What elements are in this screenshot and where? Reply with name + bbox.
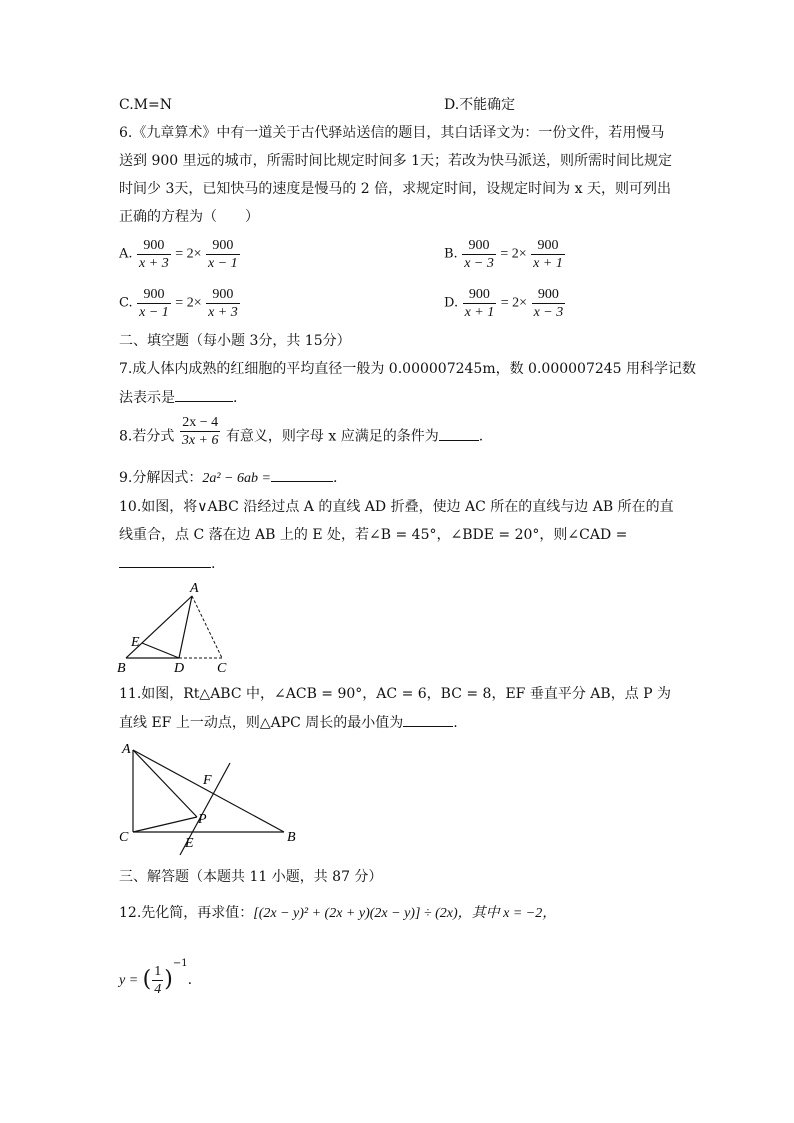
q11-side-ab bbox=[133, 750, 284, 832]
q11-label-e: E bbox=[185, 836, 194, 851]
q11-label-c: C bbox=[119, 830, 129, 845]
q10-segment-ed bbox=[142, 643, 179, 658]
q11-label-p: P bbox=[198, 812, 207, 827]
section-3-heading: 三、解答题（本题共 11 小题，共 87 分） bbox=[119, 869, 383, 885]
q6-option-c: C. $\frac{900}{x - 1}$ = 2× $\frac{900}{x + 3}$ bbox=[119, 287, 238, 320]
q6-text-line-3: 时间少 3天，已知快马的速度是慢马的 2 倍，求规定时间，设规定时间为 x 天，则可列出 bbox=[119, 181, 671, 197]
q10-answer-blank bbox=[119, 553, 211, 568]
q9-answer-blank bbox=[271, 467, 333, 482]
q6-text-line-2: 送到 900 里远的城市，所需时间比规定时间多 1天；若改为快马派送，则所需时间比规定 bbox=[119, 153, 672, 169]
q10-line-3: . bbox=[119, 553, 215, 574]
q11-label-a: A bbox=[122, 742, 131, 757]
q10-line-ad bbox=[179, 596, 192, 658]
section-2-heading: 二、填空题（每小题 3分，共 15分） bbox=[119, 333, 351, 349]
q10-figure bbox=[110, 578, 250, 678]
q6-option-a: A. $\frac{900}{x + 3}$ = 2× $\frac{900}{x - 1}$ bbox=[119, 238, 238, 271]
q10-label-e: E bbox=[131, 635, 140, 650]
q10-label-a: A bbox=[190, 581, 199, 596]
q11-label-b: B bbox=[287, 830, 296, 845]
q10-line-1: 10.如图，将∨ABC 沿经过点 A 的直线 AD 折叠，使边 AC 所在的直线与边 AB 所在的直 bbox=[119, 499, 674, 515]
q6-option-b: B. $\frac{900}{x - 3}$ = 2× $\frac{900}{x + 1}$ bbox=[444, 238, 563, 271]
q10-side-ac-dashed bbox=[192, 596, 222, 658]
q11-answer-blank bbox=[403, 712, 453, 727]
q8-answer-blank bbox=[439, 426, 479, 441]
q11-figure bbox=[112, 735, 312, 860]
q10-label-d: D bbox=[174, 661, 185, 676]
q5-option-d: D.不能确定 bbox=[444, 97, 516, 113]
q10-label-b: B bbox=[117, 661, 126, 676]
q9-line: 9.分解因式：2a² − 6ab = . bbox=[119, 467, 337, 489]
q11-line-2: 直线 EF 上一动点，则△APC 周长的最小值为 . bbox=[119, 712, 458, 733]
q10-line-2: 线重合，点 C 落在边 AB 上的 E 处，若∠B = 45°，∠BDE = 20°，则∠CAD = bbox=[119, 527, 628, 543]
q6-option-d: D. $\frac{900}{x + 1}$ = 2× $\frac{900}{x - 3}$ bbox=[444, 287, 564, 320]
q7-line-1: 7.成人体内成熟的红细胞的平均直径一般为 0.000007245m，数 0.000007245 用科学记数 bbox=[119, 361, 697, 377]
q6-text-line-1: 6.《九章算术》中有一道关于古代驿站送信的题目，其白话译文为：一份文件，若用慢马 bbox=[119, 125, 665, 141]
q11-line-1: 11.如图，Rt△ABC 中，∠ACB = 90°，AC = 6，BC = 8，EF 垂直平分 AB，点 P 为 bbox=[119, 686, 672, 702]
q12-line-1: 12.先化简，再求值：[(2x − y)² + (2x + y)(2x − y)] ÷ (2x)，其中 x = −2， bbox=[119, 905, 557, 921]
q11-segment-ap bbox=[133, 750, 197, 817]
q12-line-2: y = ( $\frac{1}{4}$ )$^{-1}$. bbox=[119, 958, 193, 997]
q6-text-line-4: 正确的方程为（ ） bbox=[119, 209, 259, 225]
q7-line-2: 法表示是 . bbox=[119, 387, 237, 408]
q5-option-c: C.M=N bbox=[119, 97, 172, 113]
q8-line: 8.若分式 $\frac{2x - 4}{3x + 6}$ 有意义，则字母 x 应满足的条件为 . bbox=[119, 415, 484, 448]
q11-label-f: F bbox=[203, 773, 212, 788]
q7-answer-blank bbox=[175, 387, 233, 402]
q11-segment-cp bbox=[133, 817, 197, 832]
q10-label-c: C bbox=[217, 661, 227, 676]
